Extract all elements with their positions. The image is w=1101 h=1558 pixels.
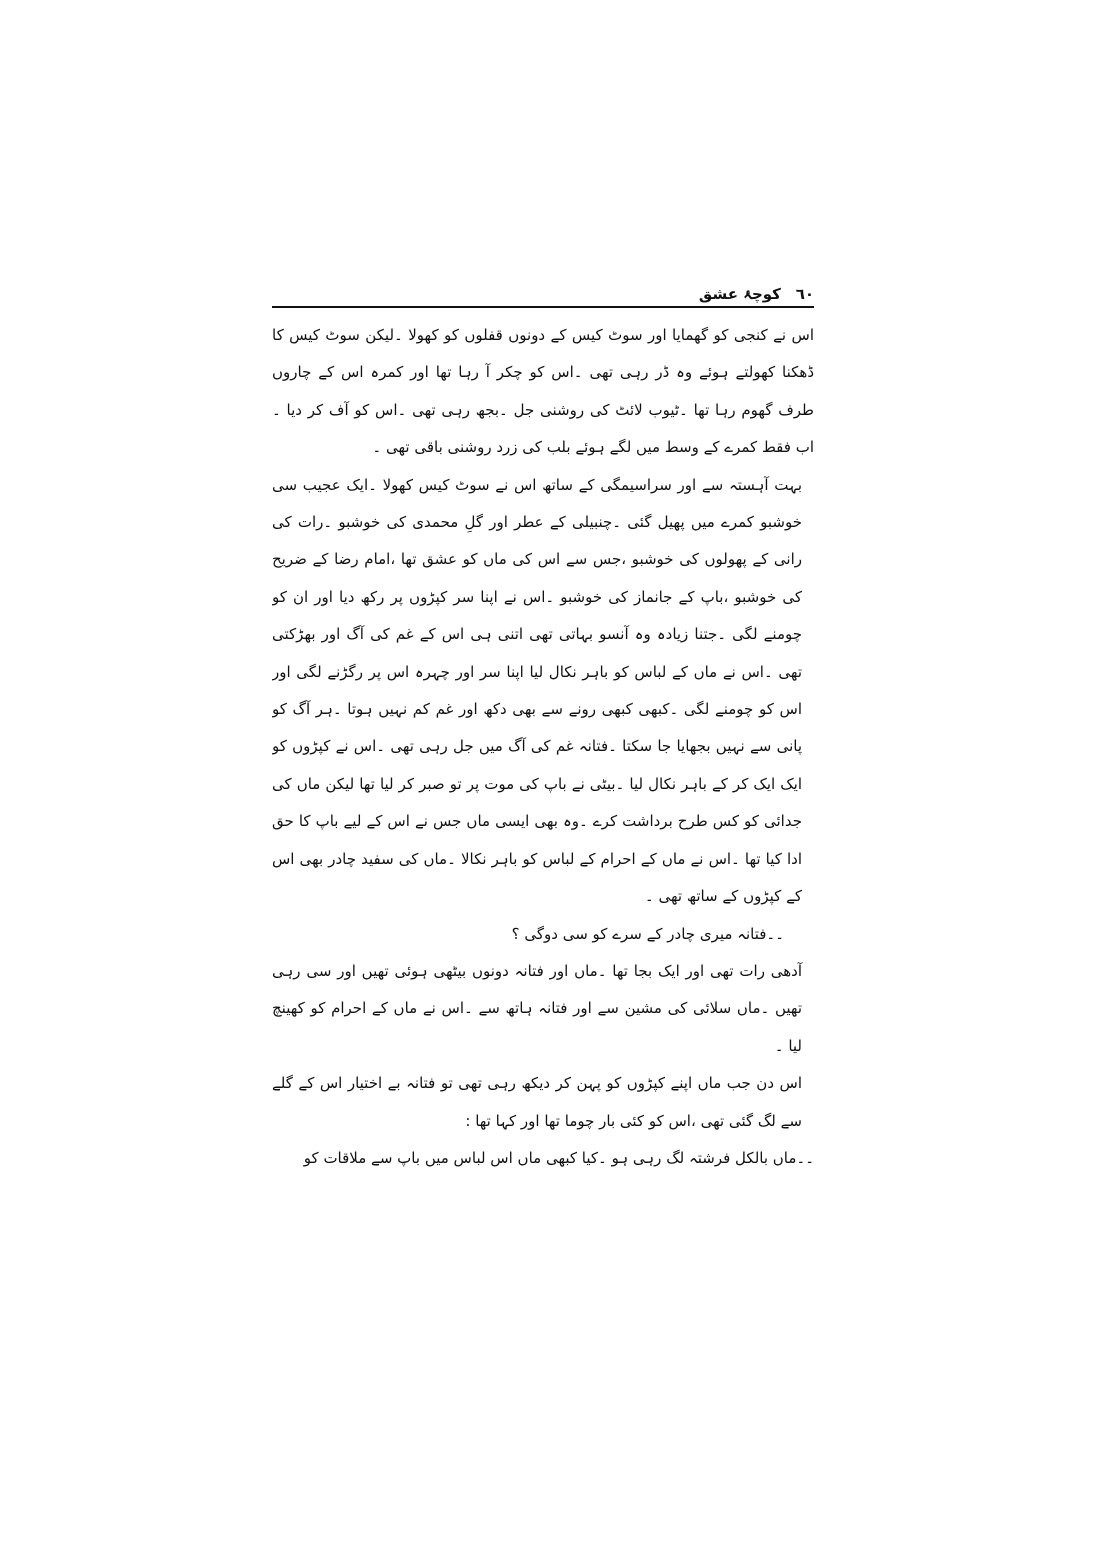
text-body xyxy=(272,317,814,1247)
running-title: کوچۂ عشق xyxy=(698,285,781,303)
paragraph-3: آدھی رات تھی اور ایک بجا تھا ۔ماں اور فتانہ دونوں بیٹھی ہوئی تھیں اور سی رہی تھیں ۔ماں سلائی کی مشین سے اور فتانہ ہاتھ سے ۔اس نے ماں کے احرام کو کھینچ لیا ۔ xyxy=(272,961,802,1055)
header-rule xyxy=(272,306,814,308)
page-header xyxy=(272,281,814,307)
paragraph-4: اس دن جب ماں اپنے کپڑوں کو پہن کر دیکھ رہی تھی تو فتانہ بے اختیار اس کے گلے سے لگ گئی تھی ،اس کو کئی بار چوما تھا اور کہا تھا : xyxy=(272,1074,802,1130)
paragraph-2: بہت آہستہ سے اور سراسیمگی کے ساتھ اس نے سوٹ کیس کھولا ۔ایک عجیب سی خوشبو کمرے میں پھیل گئی ۔چنبیلی کے عطر اور گلِ محمدی کی خوشبو ۔رات کی رانی کے پھولوں کی خوشبو ،جس سے اس کی ماں کو عشق تھا ،امام رضا کے ضریح کی خوشبو ،باپ کے جانماز کی خوشبو ۔اس نے اپنا سر کپڑوں پر رکھ دیا اور ان کو چومنے لگی ۔جتنا زیادہ وہ آنسو بہاتی تھی اتنی ہی اس کے غم کی آگ اور بھڑکتی تھی ۔اس نے ماں کے لباس کو باہر نکال لیا اپنا سر اور چہرہ اس پر رگڑنے لگی اور اس کو چومنے لگی ۔کبھی کبھی رونے سے بھی دکھ اور غم کم نہیں ہوتا ۔ہر آگ کو پانی سے نہیں بجھایا جا سکتا ۔فتانہ غم کی آگ میں جل رہی تھی ۔اس نے کپڑوں کو ایک ایک کر کے باہر نکال لیا ۔بیٹی نے باپ کی موت پر تو صبر کر لیا تھا لیکن ماں کی جدائی کو کس طرح برداشت کرے ۔وہ بھی ایسی ماں جس نے اس کے لیے باپ کا حق ادا کیا تھا ۔اس نے ماں کے احرام کے لباس کو باہر نکالا ۔ماں کی سفید چادر بھی اس کے کپڑوں کے ساتھ تھی ۔ xyxy=(272,475,802,906)
paragraph-1: اس نے کنجی کو گھمایا اور سوٹ کیس کے دونوں قفلوں کو کھولا ۔لیکن سوٹ کیس کا ڈھکنا کھولتے ہوئے وہ ڈر رہی تھی ۔اس کو چکر آ رہا تھا اور کمرہ اس کے چاروں طرف گھوم رہا تھا ۔ٹیوب لائٹ کی روشنی جل ۔بجھ رہی تھی ۔اس کو آف کر دیا ۔اب فقط کمرے کے وسط میں لگے ہوئے بلب کی زرد روشنی باقی تھی ۔ xyxy=(272,326,814,457)
dialogue-line-2: ۔۔ماں بالکل فرشتہ لگ رہی ہو ۔کیا کبھی ماں اس لباس میں باپ سے ملاقات کو xyxy=(303,1148,814,1167)
page-number: ٦٠ xyxy=(795,285,814,303)
dialogue-line-1: ۔۔فتانہ میری چادر کے سرے کو سی دوگی ؟ xyxy=(511,924,784,943)
